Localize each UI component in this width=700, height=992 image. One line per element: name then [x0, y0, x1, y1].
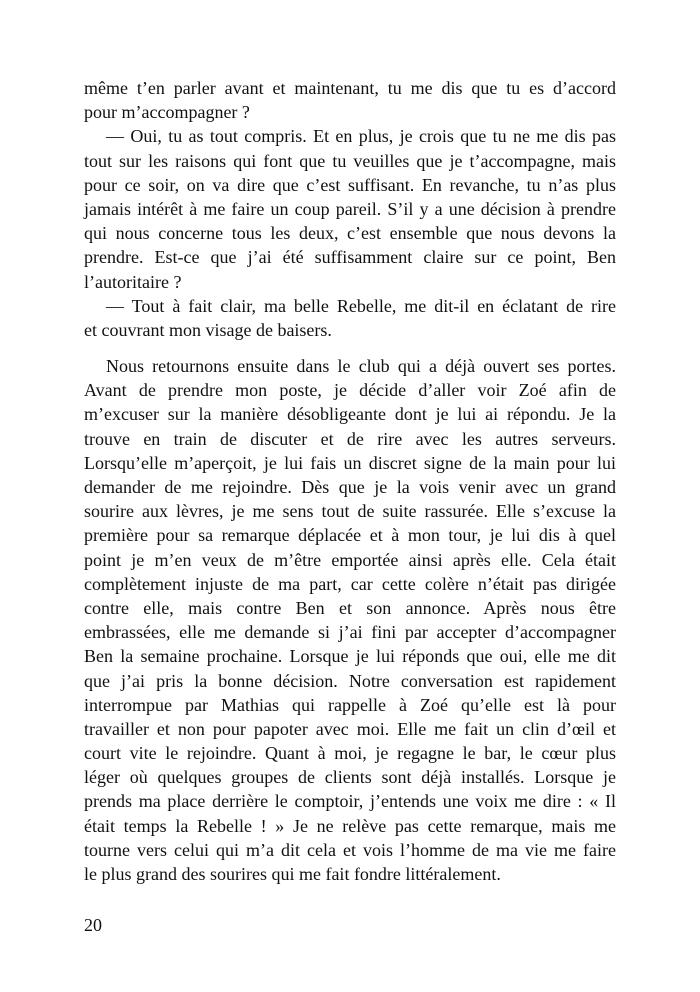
page-number: 20: [84, 915, 102, 935]
page-body: [84, 76, 616, 886]
paragraph: [84, 76, 616, 124]
text-line: court vite le rejoindre. Quant à moi, je regagne le bar, le cœur plus: [84, 743, 616, 764]
text-line: léger où quelques groupes de clients sont déjà installés. Lorsque je: [84, 767, 616, 788]
text-line: même t’en parler avant et maintenant, tu me dis que tu es d’accord: [84, 78, 616, 98]
text-line: — Oui, tu as tout compris. Et en plus, je crois que tu ne me dis pas: [106, 126, 616, 147]
text-line: tout sur les raisons qui font que tu veuilles que je t’accompagne, mais: [84, 150, 616, 171]
text-line: le plus grand des sourires qui me fait fondre littéralement.: [84, 864, 501, 884]
text-line: m’excuser sur la manière désobligeante dont je lui ai répondu. Je la: [84, 404, 616, 425]
text-line: jamais intérêt à me faire un coup pareil. S’il y a une décision à prendre: [84, 198, 616, 219]
paragraph-gap: [84, 342, 616, 354]
text-line: travailler et non pour papoter avec moi. Elle me fait un clin d’œil et: [84, 718, 616, 739]
text-line: l’autoritaire ?: [84, 271, 182, 292]
text-line: sourire aux lèvres, je me sens tout de suite rassurée. Elle s’excuse la: [84, 501, 616, 522]
text-line: Nous retournons ensuite dans le club qui a déjà ouvert ses portes.: [106, 356, 616, 377]
text-line: qui nous concerne tous les deux, c’est ensemble que nous devons la: [84, 223, 616, 244]
text-line: que j’ai pris la bonne décision. Notre conversation est rapidement: [84, 670, 616, 691]
text-line: Lorsqu’elle m’aperçoit, je lui fais un discret signe de la main pour lui: [84, 452, 616, 473]
text-line: était temps la Rebelle ! » Je ne relève pas cette remarque, mais me: [84, 815, 616, 836]
text-line: prends ma place derrière le comptoir, j’entends une voix me dire : « Il: [84, 791, 616, 812]
text-line: point je m’en veux de m’être emportée ainsi après elle. Cela était: [84, 549, 616, 570]
text-line: pour m’accompagner ?: [84, 102, 250, 123]
text-line: embrassées, elle me demande si j’ai fini par accepter d’accompagner: [84, 622, 616, 643]
paragraph: [84, 354, 616, 886]
text-line: première pour sa remarque déplacée et à mon tour, je lui dis à quel: [84, 525, 616, 546]
text-line: et couvrant mon visage de baisers.: [84, 319, 332, 340]
paragraph: [84, 294, 616, 342]
text-line: interrompue par Mathias qui rappelle à Zoé qu’elle est là pour: [84, 694, 616, 715]
text-line: — Tout à fait clair, ma belle Rebelle, me dit-il en éclatant de rire: [106, 295, 616, 316]
text-line: pour ce soir, on va dire que c’est suffisant. En revanche, tu n’as plus: [84, 174, 616, 195]
text-line: complètement injuste de ma part, car cette colère n’était pas dirigée: [84, 573, 616, 594]
text-line: Ben la semaine prochaine. Lorsque je lui réponds que oui, elle me dit: [84, 646, 616, 667]
paragraph: [84, 124, 616, 293]
text-line: contre elle, mais contre Ben et son annonce. Après nous être: [84, 597, 616, 618]
text-line: trouve en train de discuter et de rire avec les autres serveurs.: [84, 428, 616, 449]
text-line: tourne vers celui qui m’a dit cela et vois l’homme de ma vie me faire: [84, 839, 616, 860]
text-line: demander de me rejoindre. Dès que je la vois venir avec un grand: [84, 477, 616, 497]
text-line: Avant de prendre mon poste, je décide d’aller voir Zoé afin de: [84, 380, 616, 401]
text-line: prendre. Est-ce que j’ai été suffisamment claire sur ce point, Ben: [84, 247, 616, 268]
